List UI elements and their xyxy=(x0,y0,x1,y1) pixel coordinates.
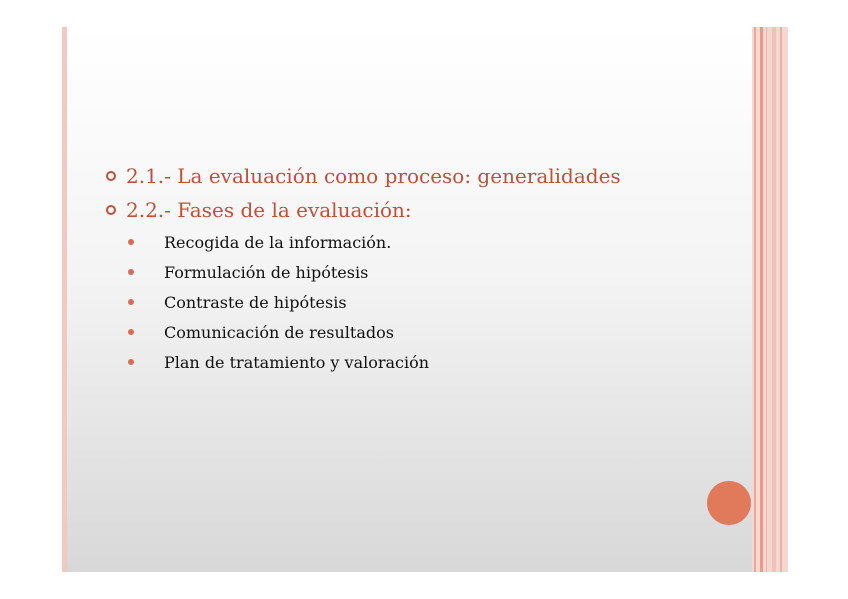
sub-bullet-item xyxy=(106,347,726,377)
band-stripe xyxy=(760,27,763,572)
sub-bullet-item xyxy=(106,287,726,317)
slide-content xyxy=(106,159,726,377)
sub-bullet-text: Comunicación de resultados xyxy=(164,322,394,342)
band-stripe xyxy=(780,27,782,572)
sub-bullet-item xyxy=(106,227,726,257)
bullet-text: 2.2.- Fases de la evaluación: xyxy=(126,198,412,222)
ring-bullet-icon xyxy=(106,205,116,215)
sub-bullet-text: Plan de tratamiento y valoración xyxy=(164,352,430,372)
bullet-text: 2.1.- La evaluación como proceso: generalidades xyxy=(126,164,621,188)
slide xyxy=(62,27,788,572)
dot-bullet-icon xyxy=(128,329,134,335)
dot-bullet-icon xyxy=(128,239,134,245)
right-decorative-band xyxy=(752,27,788,572)
band-stripe xyxy=(766,27,767,572)
dot-bullet-icon xyxy=(128,299,134,305)
band-stripe xyxy=(772,27,776,572)
band-stripe xyxy=(754,27,756,572)
ring-bullet-icon xyxy=(106,171,116,181)
sub-bullet-item xyxy=(106,317,726,347)
decorative-circle xyxy=(707,481,751,525)
sub-bullet-item xyxy=(106,257,726,287)
dot-bullet-icon xyxy=(128,269,134,275)
left-border-line xyxy=(62,27,67,572)
sub-bullet-text: Formulación de hipótesis xyxy=(164,262,369,282)
bullet-item xyxy=(106,193,726,227)
bullet-item xyxy=(106,159,726,193)
sub-bullet-text: Recogida de la información. xyxy=(164,232,392,252)
dot-bullet-icon xyxy=(128,359,134,365)
sub-bullet-text: Contraste de hipótesis xyxy=(164,292,347,312)
